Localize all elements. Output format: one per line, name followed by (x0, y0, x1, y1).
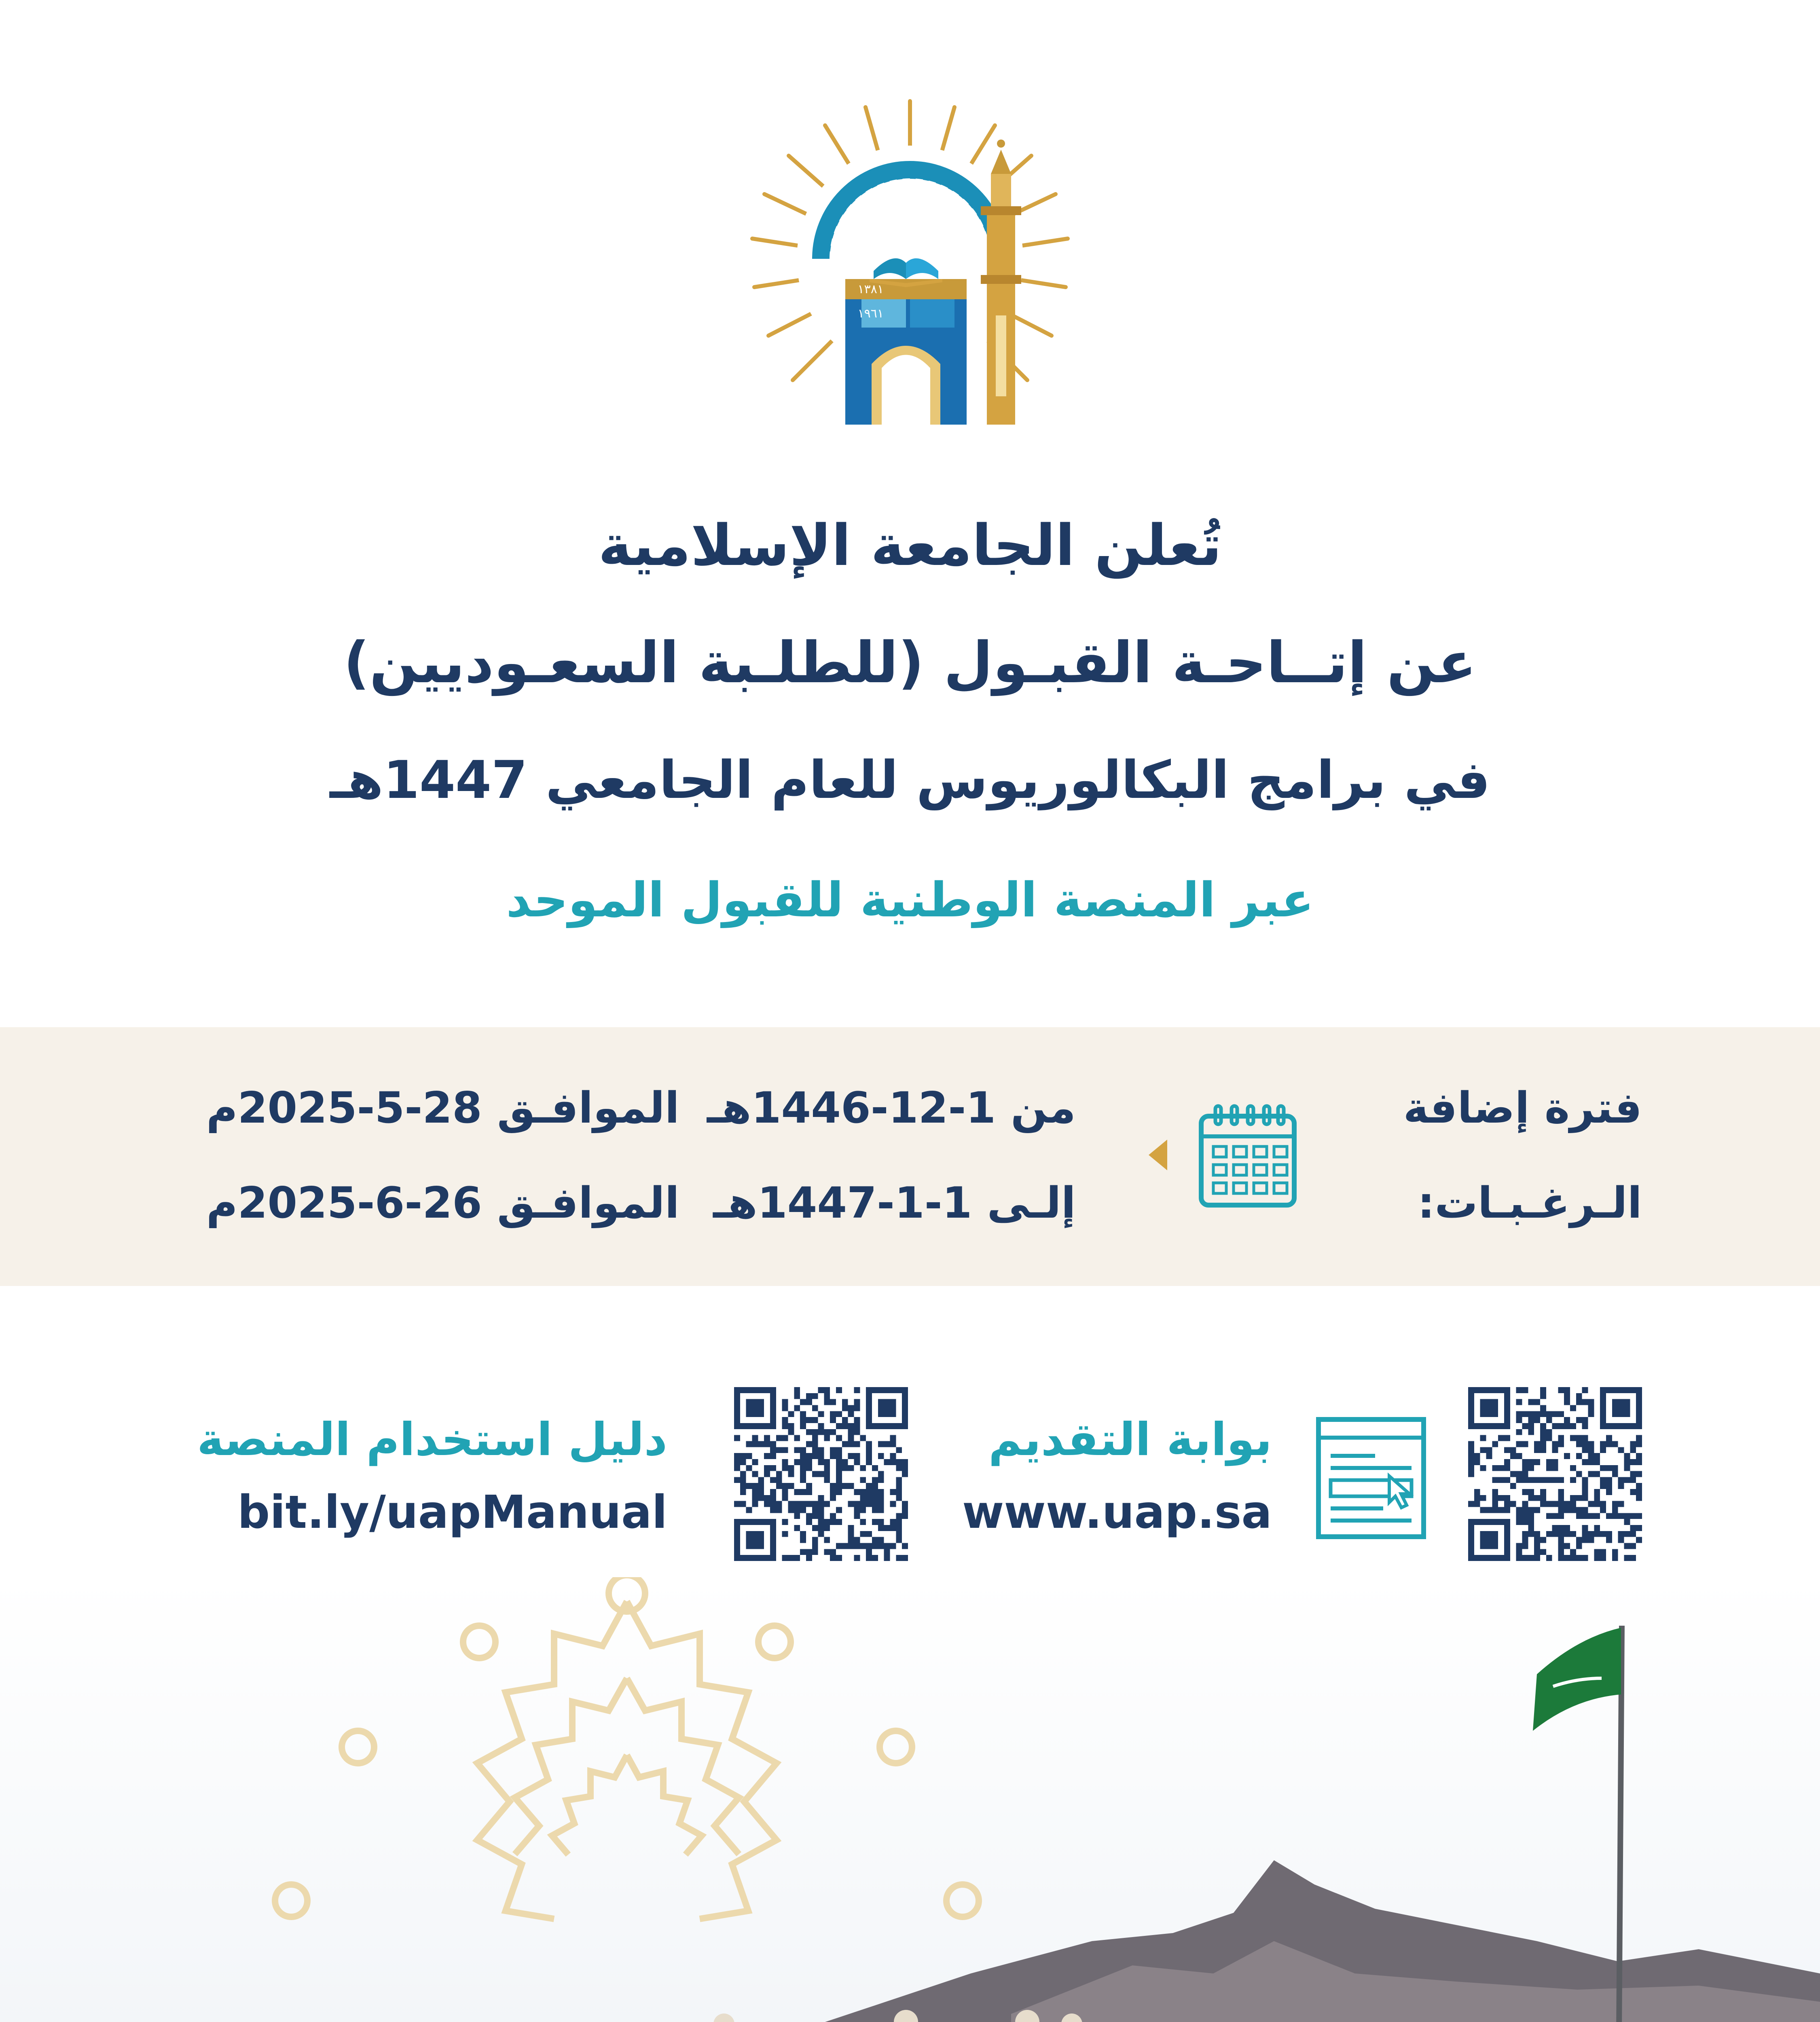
headline-announce: تُعلن الجامعة الإسلامية (598, 513, 1222, 579)
period-label-2: الـرغـبـات: (1417, 1178, 1642, 1228)
period-to-gregorian: الموافـق 26-6-2025م (206, 1178, 679, 1228)
manual-title: دليل استخدام المنصة (197, 1413, 667, 1466)
period-from-hijri: من 1-12-1446هـ (707, 1083, 1076, 1133)
period-to-hijri: إلـى 1-1-1447هـ (713, 1178, 1076, 1228)
portal-qr-code[interactable] (1468, 1387, 1642, 1561)
headline-programs: في برامج البكالوريوس للعام الجامعي 1447هـ (330, 750, 1490, 810)
period-label: فترة إضافة (1403, 1083, 1642, 1133)
portal-url-link[interactable]: www.uap.sa (962, 1486, 1272, 1539)
university-logo (728, 89, 1092, 437)
web-form-icon (1314, 1415, 1428, 1541)
period-from-gregorian: الموافـق 28-5-2025م (206, 1083, 679, 1133)
manual-url-link[interactable]: bit.ly/uapManual (237, 1486, 667, 1539)
arrow-pointer-icon (1149, 1140, 1167, 1170)
logo-year-top: ١٣٨١ (857, 282, 884, 296)
period-band (0, 1027, 1820, 1286)
campus-scene (0, 1577, 1820, 2022)
headline-admission: عن إتــاحـة القبـول (للطلـبة السعـوديين) (343, 630, 1477, 696)
logo-year-bottom: ١٩٦١ (857, 307, 884, 321)
headline-platform: عبر المنصة الوطنية للقبول الموحد (506, 872, 1314, 928)
manual-qr-code[interactable] (734, 1387, 908, 1561)
portal-title: بوابة التقديم (988, 1413, 1272, 1466)
calendar-icon (1197, 1100, 1298, 1209)
